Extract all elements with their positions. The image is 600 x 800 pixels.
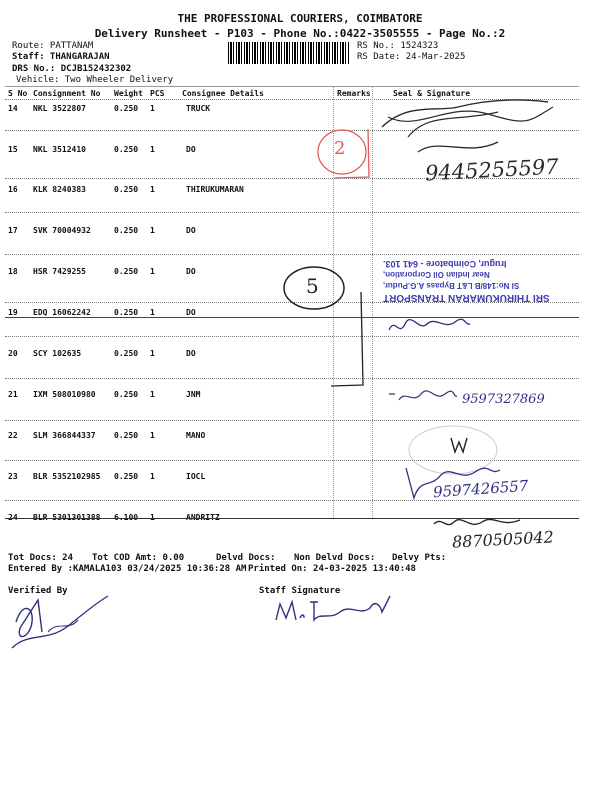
signature-row21 — [385, 386, 460, 410]
row-consignee: DO — [186, 349, 196, 358]
total-docs: Tot Docs: 24 — [8, 553, 74, 563]
row-sno: 19 — [8, 308, 18, 317]
row-weight: 0.250 — [114, 185, 139, 194]
barcode — [228, 42, 350, 64]
signature-row19 — [385, 312, 475, 342]
row-consignment: NKL 3512410 — [33, 145, 86, 154]
col-remarks: Remarks — [337, 89, 371, 98]
entered-by: Entered By :KAMALA103 03/24/2025 10:36:28 AM — [8, 564, 247, 574]
row-consignment: NKL 3522807 — [33, 104, 86, 113]
row-sno: 23 — [8, 472, 18, 481]
phone-handwritten-row24: 8870505042 — [451, 527, 555, 552]
row-pcs: 1 — [150, 145, 155, 154]
verified-by-signature — [8, 592, 118, 662]
row-sno: 16 — [8, 185, 18, 194]
row-consignment: HSR 7429255 — [33, 267, 86, 276]
col-weight: Weight — [114, 89, 143, 98]
row-pcs: 1 — [150, 431, 155, 440]
runsheet-subtitle: Delivery Runsheet - P103 - Phone No.:0422-3505555 - Page No.:2 — [94, 27, 506, 40]
row-consignment: IXM 508010980 — [33, 390, 96, 399]
row-weight: 0.250 — [114, 267, 139, 276]
row-consignment: BLR 5301301388 — [33, 513, 101, 522]
row-weight: 0.250 — [114, 145, 139, 154]
runsheet-title: THE PROFESSIONAL COURIERS, COIMBATORE — [177, 12, 423, 25]
drs-number: DRS No.: DCJB152432302 — [12, 64, 132, 74]
col-consignee: Consignee Details — [182, 89, 264, 98]
col-pcs: PCS — [150, 89, 165, 98]
row-consignment: SCY 102635 — [33, 349, 82, 358]
row-consignment: SLM 366844337 — [33, 431, 96, 440]
delivery-points: Delvy Pts: — [392, 553, 447, 563]
row-pcs: 1 — [150, 390, 155, 399]
stamp-line-4: Irugur, Coimbatore - 641 103. — [383, 259, 507, 269]
phone-handwritten-row23: 9597426557 — [432, 476, 529, 502]
row-weight: 0.250 — [114, 226, 139, 235]
row-consignment: SVK 70004932 — [33, 226, 91, 235]
row-sno: 14 — [8, 104, 18, 113]
row-weight: 0.250 — [114, 431, 139, 440]
row-consignee: ANDRITZ — [186, 513, 220, 522]
row-sno: 20 — [8, 349, 18, 358]
row-weight: 0.250 — [114, 472, 139, 481]
phone-handwritten-row21: 9597327869 — [462, 392, 545, 407]
row-sno: 18 — [8, 267, 18, 276]
stamp-line-3: Near Indian Oil Corporation, — [383, 270, 490, 279]
verified-by-label: Verified By — [8, 586, 68, 596]
non-delivered-docs: Non Delvd Docs: — [294, 553, 376, 563]
remark-number-2: 2 — [334, 138, 346, 159]
row-consignee: DO — [186, 145, 196, 154]
stamp-line-1: SRI THIRUKUMARAN TRANSPORT — [383, 292, 550, 303]
row-pcs: 1 — [150, 513, 155, 522]
row-pcs: 1 — [150, 349, 155, 358]
row-consignee: THIRUKUMARAN — [186, 185, 244, 194]
row-consignee: DO — [186, 308, 196, 317]
col-seal-signature: Seal & Signature — [393, 89, 471, 98]
staff-signature-label: Staff Signature — [259, 586, 341, 596]
remark-circle-2 — [305, 125, 385, 195]
stamp-line-2: SI No:148/B L&T Bypass A.G.Pudur, — [383, 281, 520, 290]
phone-handwritten-row15: 9445255597 — [424, 154, 560, 186]
total-cod: Tot COD Amt: 0.00 — [92, 553, 185, 563]
staff-label: Staff: THANGARAJAN — [12, 52, 110, 62]
row-pcs: 1 — [150, 267, 155, 276]
row-weight: 0.250 — [114, 308, 139, 317]
row-consignee: TRUCK — [186, 104, 211, 113]
vehicle-label: Vehicle: Two Wheeler Delivery — [16, 75, 174, 85]
row-weight: 6.100 — [114, 513, 139, 522]
route-label: Route: PATTANAM — [12, 41, 94, 51]
row-pcs: 1 — [150, 226, 155, 235]
row-consignment: KLK 8240383 — [33, 185, 86, 194]
row-consignment: EDQ 16062242 — [33, 308, 91, 317]
col-sno: S No — [8, 89, 28, 98]
row-sno: 24 — [8, 513, 18, 522]
row-consignee: DO — [186, 226, 196, 235]
row-consignment: BLR 5352102985 — [33, 472, 101, 481]
printed-on: Printed On: 24-03-2025 13:40:48 — [248, 564, 416, 574]
row-weight: 0.250 — [114, 104, 139, 113]
rs-date: RS Date: 24-Mar-2025 — [357, 52, 466, 62]
remark-bracket — [325, 290, 375, 390]
row-sno: 22 — [8, 431, 18, 440]
row-consignee: JNM — [186, 390, 201, 399]
row-sno: 15 — [8, 145, 18, 154]
row-consignee: DO — [186, 267, 196, 276]
row-pcs: 1 — [150, 472, 155, 481]
rs-number: RS No.: 1524323 — [357, 41, 439, 51]
row-pcs: 1 — [150, 185, 155, 194]
row-weight: 0.250 — [114, 390, 139, 399]
col-consignment: Consignment No — [33, 89, 101, 98]
row-consignee: MANO — [186, 431, 206, 440]
row-consignee: IOCL — [186, 472, 206, 481]
row-pcs: 1 — [150, 308, 155, 317]
row-weight: 0.250 — [114, 349, 139, 358]
staff-signature — [270, 590, 410, 630]
row-sno: 17 — [8, 226, 18, 235]
remark-number-5: 5 — [306, 274, 319, 298]
delivered-docs: Delvd Docs: — [216, 553, 276, 563]
row-sno: 21 — [8, 390, 18, 399]
row-pcs: 1 — [150, 104, 155, 113]
